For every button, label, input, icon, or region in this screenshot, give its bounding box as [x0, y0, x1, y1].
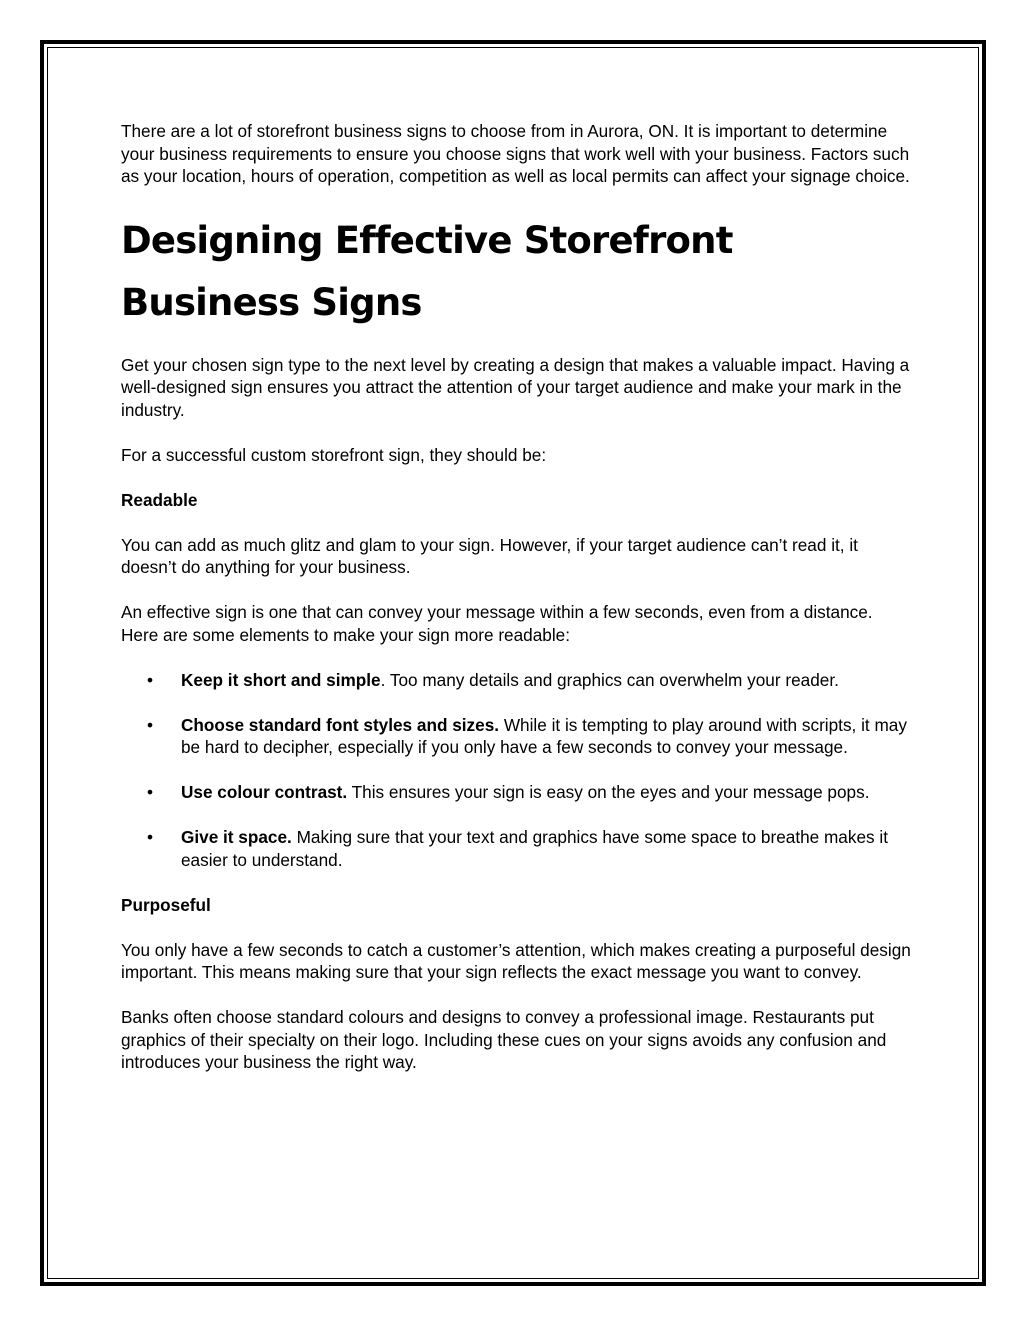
bullet-body-text: . Too many details and graphics can overwhelm your reader.	[380, 669, 839, 690]
bullet-icon: •	[147, 782, 154, 802]
bullet-item-font-styles	[121, 714, 911, 759]
bullet-body-text: Making sure that your text and graphics have some space to breathe makes it easier to understand.	[181, 827, 888, 870]
sign-level-paragraph: Get your chosen sign type to the next level by creating a design that makes a valuable impact. Having a well-designed sign ensures you attract the attention of your target audience and make your mark in the industry.	[121, 354, 910, 420]
bullet-icon: •	[147, 827, 154, 847]
bullet-lead-text: Use colour contrast.	[181, 782, 348, 802]
intro-paragraph: There are a lot of storefront business signs to choose from in Aurora, ON. It is important to determine your business requirements to ensure you choose signs that work well with your business. Factors such as your location, hours of operation, competition as well as local permits can affect your signage choice.	[121, 121, 910, 186]
bullet-lead-text: Choose standard font styles and sizes.	[181, 714, 500, 735]
bullet-item-short-simple	[121, 669, 911, 692]
readable-bullet-list	[121, 669, 911, 872]
bullet-lead-text: Give it space.	[181, 827, 292, 847]
document-heading	[121, 208, 911, 334]
purposeful-paragraph-2: Banks often choose standard colours and designs to convey a professional image. Restaurants put graphics of their specialty on their logo. Including these cues on your signs avoids any confusion and introduces your business the right way.	[121, 1007, 887, 1072]
bullet-lead-text: Keep it short and simple	[181, 669, 381, 690]
bullet-icon: •	[147, 669, 154, 690]
bullet-item-give-space	[121, 826, 911, 871]
document-content	[121, 120, 911, 1074]
readable-paragraph-1: You can add as much glitz and glam to your sign. However, if your target audience can’t read it, it doesn’t do anything for your business.	[121, 534, 858, 577]
bullet-item-colour-contrast	[121, 781, 911, 804]
bullet-body-text: This ensures your sign is easy on the eyes and your message pops.	[347, 782, 870, 802]
readable-paragraph-2: An effective sign is one that can convey your message within a few seconds, even from a distance. Here are some elements to make your sign more readable:	[121, 602, 873, 645]
heading-line-2: Business Signs	[121, 280, 422, 324]
readable-subheading: Readable	[121, 489, 198, 510]
bullet-body-text: While it is tempting to play around with scripts, it may be hard to decipher, especially if you only have a few seconds to convey your message.	[181, 714, 907, 757]
purposeful-paragraph-1: You only have a few seconds to catch a customer’s attention, which makes creating a purposeful design important. This means making sure that your sign reflects the exact message you want to convey.	[121, 939, 911, 982]
successful-sign-paragraph: For a successful custom storefront sign, they should be:	[121, 444, 547, 465]
purposeful-subheading: Purposeful	[121, 894, 211, 915]
bullet-icon: •	[147, 714, 154, 735]
heading-line-1: Designing Effective Storefront	[121, 218, 733, 262]
